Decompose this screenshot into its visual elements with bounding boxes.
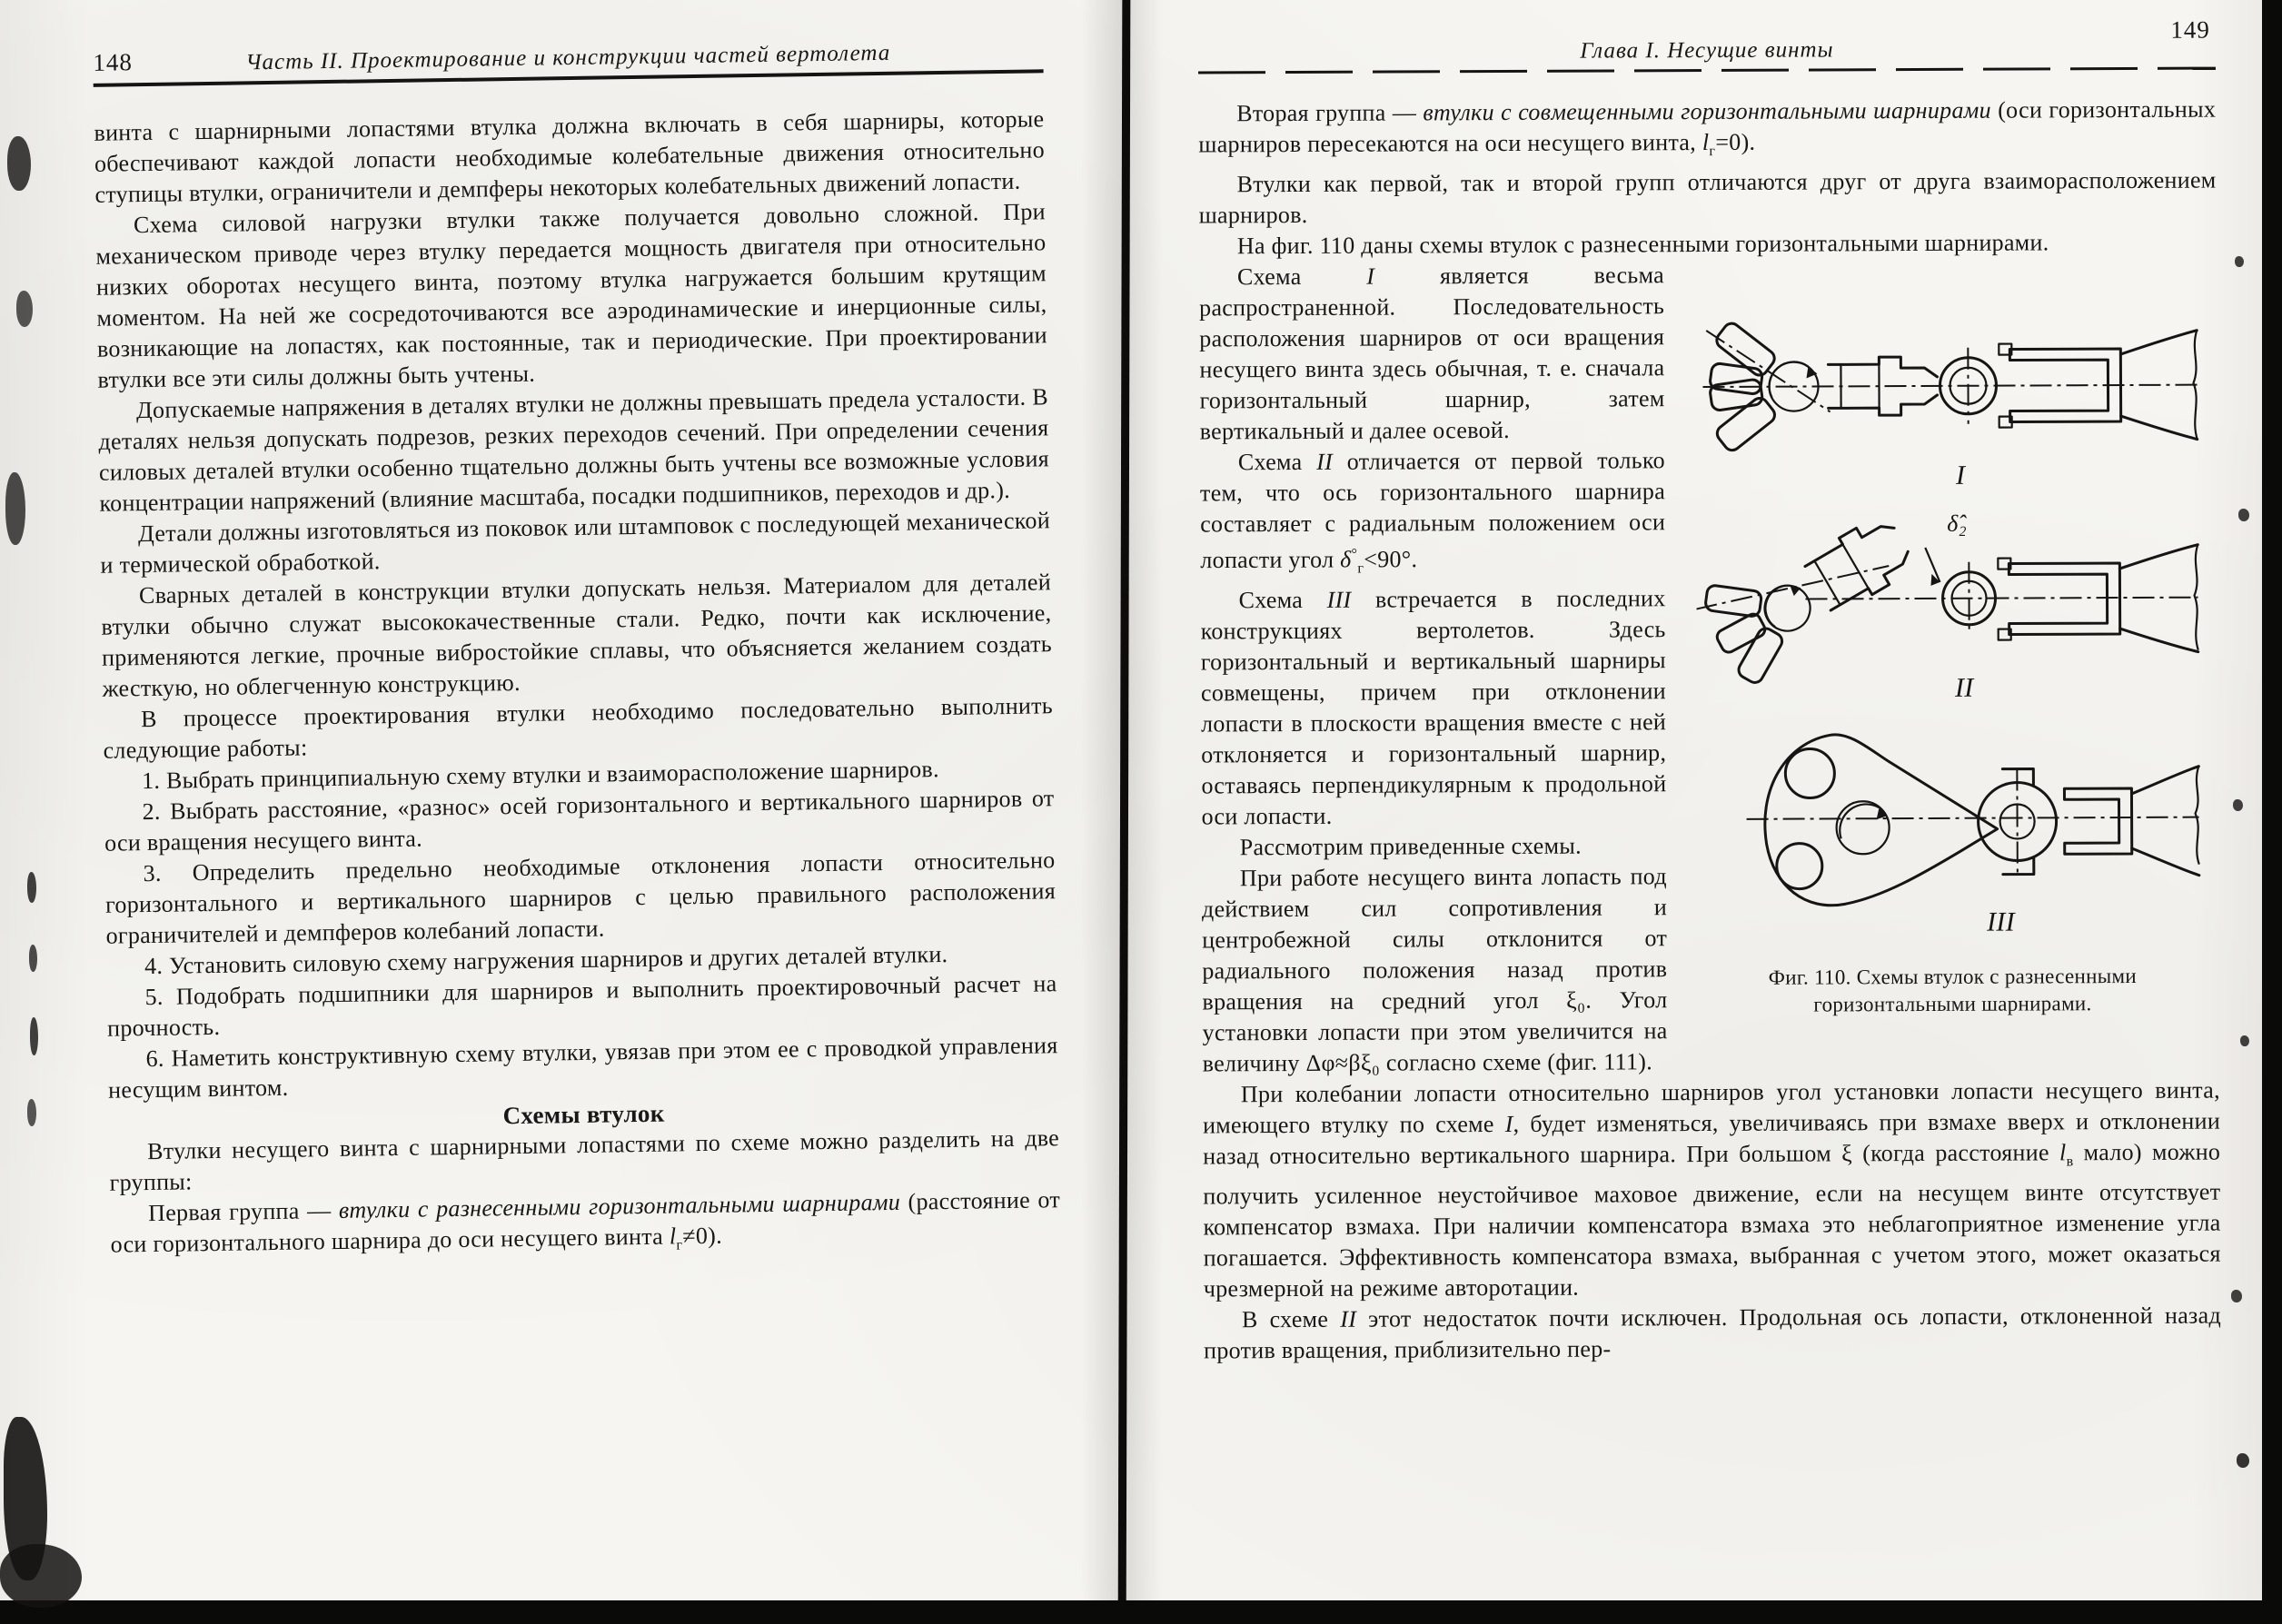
scheme2-note-a: В схеме: [1241, 1306, 1341, 1333]
ink-smudge: [2240, 1035, 2249, 1046]
paragraph: Допускаемые напряжения в деталях втулки не должны превышать предела усталости. В деталях нельзя допускать подрезов, резких переходов сечений. При определении сечения силовых деталей втулки особенно тщательно должны быть учтены все возможные условия концентрации напряжений (влияние масштаба, посадки подшипников, переходов и др.).: [98, 383, 1050, 517]
scheme-2-label: II: [1954, 672, 1974, 704]
ordered-item: 2. Выбрать расстояние, «разнос» осей горизонтального и вертикального шарниров от оси вращения несущего винта.: [104, 785, 1055, 857]
left-running-header-text: Часть II. Проектирование и конструкции частей вертолета: [245, 40, 891, 75]
scheme-2-text: отличается от первой только тем, что ось горизонтального шарнира составляет с радиальным положением оси лопасти угол: [1199, 447, 1666, 574]
ink-smudge: [7, 136, 31, 191]
paragraph-second-group: [1198, 94, 2216, 170]
right-running-header-text: Глава I. Несущие винты: [1580, 37, 1834, 64]
scheme-2-numeral: II: [1316, 448, 1334, 476]
paragraph: На фиг. 110 даны схемы втулок с разнесенными горизонтальными шарнирами.: [1236, 229, 2049, 260]
paragraph-flapping: [1203, 1075, 2221, 1305]
second-group-rest: (оси горизонтальных шарниров пересекаются на оси несущего винта,: [1198, 95, 2217, 158]
scheme-2-lead: Схема: [1237, 449, 1317, 476]
left-running-header: [93, 31, 1044, 87]
scheme-3-text: встречается в последних конструкциях вертолетов. Здесь горизонтальный и вертикальный шарниры совмещены, причем при отклонении лопасти в плоскости вращения вместе с ней отклоняется и горизонтальный шарнир, оставаясь перпендикулярным к продольной оси лопасти.: [1200, 585, 1667, 830]
formula-delta-tail: <90°.: [1364, 546, 1418, 573]
ordered-item: 6. Наметить конструктивную схему втулки, увязав при этом ее с проводкой управления несущим винтом.: [107, 1032, 1058, 1104]
formula-lg-tail: =0).: [1715, 128, 1756, 155]
formula-delta-sub: г: [1357, 560, 1364, 577]
ink-smudge: [2238, 509, 2249, 521]
figure-110-drawings: [1682, 298, 2219, 942]
second-group-lead: Вторая группа —: [1236, 99, 1424, 127]
scan-right-edge-bar: [2262, 0, 2282, 1624]
formula-lg-tail: ≠0).: [682, 1222, 723, 1250]
left-page-body: [94, 104, 1061, 1270]
ink-smudge: [2237, 1453, 2249, 1468]
right-page-number: 149: [2170, 15, 2210, 44]
scan-bottom-bar: [0, 1600, 2282, 1624]
flapping-a: При колебании лопасти относительно шарниров угол установки лопасти несущего винта, имеющего втулку по схеме: [1202, 1076, 2220, 1139]
right-header-rule: [1198, 67, 2216, 74]
paragraph: винта с шарнирными лопастями втулка должна включать в себя шарниры, которые обеспечивают каждой лопасти необходимые колебательные движения относительно ступицы втулки, ограничители и демпферы некоторых колебательных движений лопасти.: [94, 105, 1046, 208]
paragraph: Сварных деталей в конструкции втулки допускать нельзя. Материалом для деталей втулки обычно служат высококачественные стали. Редко, почти как исключение, применяются легкие, прочные вибростойкие сплавы, что объясняется желанием создать жесткую, но облегченную конструкцию.: [101, 569, 1053, 702]
paragraph: В процессе проектирования втулки необходимо последовательно выполнить следующие работы:: [103, 692, 1054, 764]
scheme-1-label: I: [1955, 460, 1966, 491]
ordered-item: 3. Определить предельно необходимые отклонения лопасти относительно горизонтального и вертикального шарниров с целью правильного расположения ограничителей и демпферов колебаний лопасти.: [104, 847, 1057, 949]
ink-smudge: [2231, 1290, 2242, 1302]
scheme-3-lead: Схема: [1238, 586, 1327, 614]
paragraph: Детали должны изготовляться из поковок или штамповок с последующей механической и термической обработкой.: [100, 507, 1051, 579]
scheme2-note-numeral: II: [1340, 1305, 1357, 1332]
second-group-term: втулки с совмещенными горизонтальными шарнирами: [1423, 96, 1991, 126]
ink-smudge: [27, 872, 36, 903]
paragraph: Втулки как первой, так и второй групп отличаются друг от друга взаиморасположением шарниров.: [1198, 166, 2217, 229]
figure-110: [1682, 298, 2219, 1020]
ordered-item: 5. Подобрать подшипники для шарниров и выполнить проектировочный расчет на прочность.: [106, 970, 1057, 1042]
formula-lg-sub: г: [1709, 144, 1716, 160]
formula-lg: l: [1702, 128, 1710, 156]
scheme-3-label: III: [1987, 906, 2016, 937]
scheme-1-lead: Схема: [1236, 262, 1367, 291]
ink-smudge: [29, 945, 37, 972]
left-page: [93, 31, 1061, 1270]
formula-lv-sub: в: [2066, 1154, 2074, 1170]
flapping-numeral: I: [1504, 1110, 1513, 1138]
ink-smudge: [5, 472, 25, 545]
scheme-2-delta-annotation: δ̂₂: [1947, 510, 1967, 538]
paragraph: Схема силовой нагрузки втулки также получается довольно сложной. При механическом приводе через втулку передается мощность двигателя при относительно низких оборотах несущего винта, поэтому втулка нагружается большим крутящим моментом. На ней же сосредоточиваются все аэродинамические и инерционные силы, возникающие на лопастях, как постоянные, так и периодические. При проектировании втулки все эти силы должны быть учтены.: [95, 198, 1048, 393]
ink-smudge: [0, 1544, 82, 1608]
formula-lv: l: [2059, 1139, 2067, 1166]
right-page: [1198, 15, 2222, 1367]
ordered-item: 4. Установить силовую схему нагружения шарниров и других деталей втулки.: [144, 940, 948, 980]
scheme2-note-c: этот недостаток почти исключен. Продольная ось лопасти, отклоненной назад против вращения, приблизительно пер-: [1204, 1302, 2222, 1364]
hub-scheme-1-drawing: [1695, 298, 2205, 492]
paragraph: Рассмотрим приведенные схемы.: [1239, 832, 1582, 861]
paragraph: При работе несущего винта лопасть под действием сил сопротивления и центробежной силы отклонится от радиального положения назад против вращения на средний угол ξ₀. Угол установки лопасти при этом увеличится на величину Δφ≈βξ₀ согласно схеме (фиг. 111).: [1201, 863, 1668, 1077]
figure-110-caption: Фиг. 110. Схемы втулок с разнесенными горизонтальными шарнирами.: [1768, 965, 2137, 1016]
paragraph: Втулки несущего винта с шарнирными лопастями по схеме можно разделить на две группы:: [109, 1124, 1060, 1196]
section-heading: Схемы втулок: [502, 1099, 665, 1130]
scheme-1-numeral: I: [1366, 262, 1375, 290]
paragraph-scheme2-note: [1204, 1301, 2221, 1367]
ordered-item: 1. Выбрать принципиальную схему втулки и взаиморасположение шарниров.: [141, 756, 939, 795]
scheme-1-text: является весьма распространенной. Последовательность расположения шарниров от оси вращения несущего винта здесь обычная, т. е. сначала горизонтальный шарнир, затем вертикальный и далее осевой.: [1199, 262, 1665, 445]
formula-delta: δ: [1340, 546, 1352, 573]
first-group-lead: Первая группа —: [147, 1196, 340, 1227]
first-group-rest: (расстояние от оси горизонтального шарнира до оси несущего винта: [110, 1186, 1061, 1258]
flapping-c: , будет изменяться, увеличиваясь при взмахе вверх и отклонении назад относительно вертикального шарнира. При большом ξ (когда расстояние: [1203, 1107, 2221, 1170]
right-running-header: [1198, 15, 2216, 75]
ink-smudge: [27, 1099, 36, 1126]
hub-scheme-2-drawing: [1696, 490, 2206, 707]
left-page-number: 148: [93, 48, 134, 76]
formula-delta-sup: °: [1351, 546, 1358, 562]
ink-smudge: [16, 291, 33, 327]
first-group-term: втулки с разнесенными горизонтальными шарнирами: [338, 1188, 901, 1223]
formula-lg-sub: г: [676, 1237, 683, 1253]
hub-scheme-3-drawing: [1697, 705, 2207, 941]
paragraph-first-group: [110, 1184, 1061, 1270]
ink-smudge: [30, 1017, 38, 1055]
formula-lg: l: [669, 1223, 677, 1250]
flapping-f: мало) можно получить усиленное неустойчивое маховое движение, если на несущем винте отсутствует компенсатор взмаха. При наличии компенсатора взмаха это неблагоприятное изменение угла погашается. Эффективность компенсатора взмаха, выбранная с учетом этого, может оказаться чрезмерной на режиме авторотации.: [1203, 1138, 2221, 1302]
scheme-3-numeral: III: [1326, 586, 1352, 613]
ink-smudge: [2235, 256, 2244, 267]
right-page-body: [1198, 94, 2221, 1367]
ink-smudge: [2233, 799, 2243, 811]
